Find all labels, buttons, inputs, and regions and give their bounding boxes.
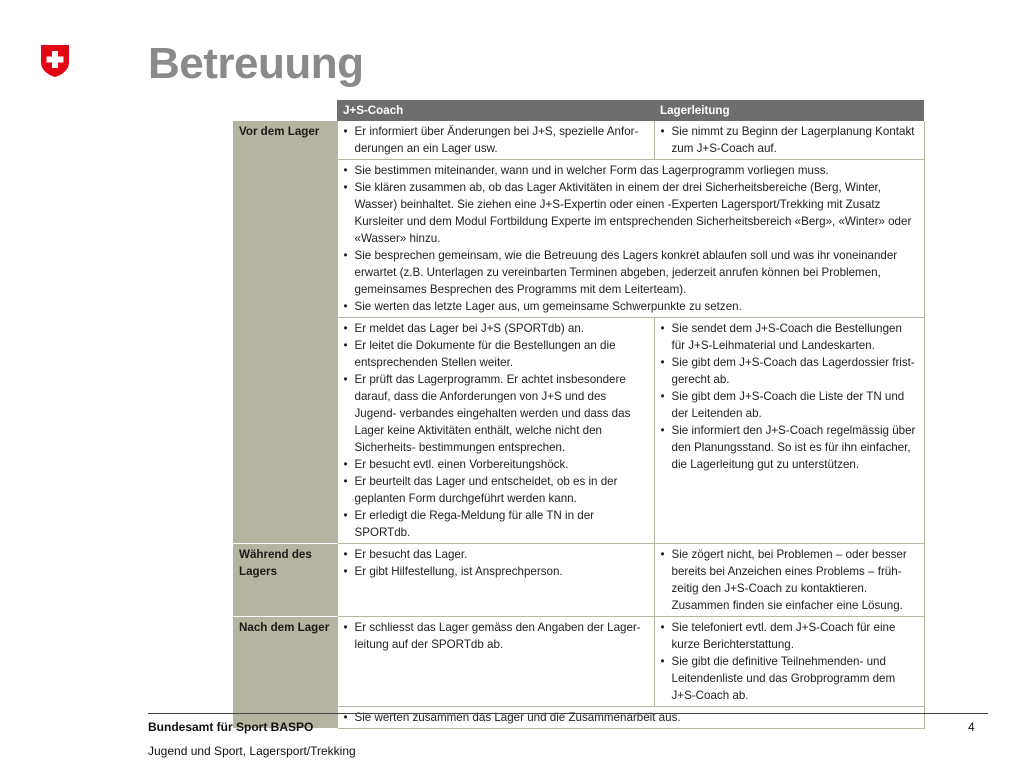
- swiss-cross-shield-icon: [40, 44, 70, 78]
- page-number: 4: [968, 720, 975, 734]
- bullet-item: • Er beurteilt das Lager und entscheidet, ob es in der geplanten Form durchgeführt werden kann.: [344, 473, 648, 507]
- bullet-item: • Er schliesst das Lager gemäss den Angaben der Lager- leitung auf der SPORTdb ab.: [344, 619, 648, 653]
- header-empty-cell: [233, 100, 337, 121]
- bullet-item: • Er meldet das Lager bei J+S (SPORTdb) an.: [344, 320, 648, 337]
- vor-leitung-cell-1: [654, 121, 924, 160]
- bullet-item: • Sie gibt dem J+S-Coach das Lagerdossier frist- gerecht ab.: [661, 354, 918, 388]
- footer-divider: [148, 713, 988, 714]
- bullet-item: • Er gibt Hilfestellung, ist Ansprechperson.: [344, 563, 648, 580]
- bullet-list: [661, 320, 918, 473]
- section-label-nach: Nach dem Lager: [233, 617, 337, 729]
- bullet-item: • Sie bestimmen miteinander, wann und in welcher Form das Lagerprogramm vorliegen muss.: [344, 162, 918, 179]
- bullet-list: [661, 619, 918, 704]
- section-label-waehrend: Während des Lagers: [233, 544, 337, 617]
- bullet-item: • Sie gibt die definitive Teilnehmenden- und Leitendenliste und das Grobprogramm dem J+S-Coach ab.: [661, 653, 918, 704]
- bullet-item: • Sie gibt dem J+S-Coach die Liste der TN und der Leitenden ab.: [661, 388, 918, 422]
- header-coach: J+S-Coach: [337, 100, 654, 121]
- vor-coach-cell-1: [337, 121, 654, 160]
- bullet-item: • Sie werten zusammen das Lager und die Zusammenarbeit aus.: [344, 709, 918, 726]
- nach-leitung-cell: [654, 617, 924, 707]
- betreuung-table: [233, 100, 925, 729]
- table-row: [233, 318, 924, 544]
- bullet-list: [661, 546, 918, 614]
- vor-coach-cell-2: [337, 318, 654, 544]
- bullet-list: [344, 709, 918, 726]
- nach-coach-cell: [337, 617, 654, 707]
- bullet-list: [661, 123, 918, 157]
- bullet-list: [344, 320, 648, 541]
- table-header-row: [233, 100, 924, 121]
- bullet-list: [344, 123, 648, 157]
- bullet-item: • Sie nimmt zu Beginn der Lagerplanung Kontakt zum J+S-Coach auf.: [661, 123, 918, 157]
- bullet-item: • Sie besprechen gemeinsam, wie die Betreuung des Lagers konkret ablaufen soll und was ihr voneinander erwartet (z.B. Unterlagen zu vereinbarten Terminen abgeben, jederzeit anrufen können bei Problemen, gemeinsames Besprechen des Programms mit dem Leiterteam).: [344, 247, 918, 298]
- bullet-list: [344, 619, 648, 653]
- bullet-item: • Er besucht evtl. einen Vorbereitungshöck.: [344, 456, 648, 473]
- table-row: [233, 121, 924, 160]
- footer-subtitle: Jugend und Sport, Lagersport/Trekking: [148, 744, 356, 758]
- bullet-item: • Sie informiert den J+S-Coach regelmässig über den Planungsstand. So ist es für ihn einfacher, die Lagerleitung gut zu unterstützen.: [661, 422, 918, 473]
- bullet-item: • Sie sendet dem J+S-Coach die Bestellungen für J+S-Leihmaterial und Landeskarten.: [661, 320, 918, 354]
- waehrend-leitung-cell: [654, 544, 924, 617]
- vor-leitung-cell-2: [654, 318, 924, 544]
- bullet-item: • Sie werten das letzte Lager aus, um gemeinsame Schwerpunkte zu setzen.: [344, 298, 918, 315]
- bullet-item: • Sie zögert nicht, bei Problemen – oder besser bereits bei Anzeichen eines Problems – früh- zeitig den J+S-Coach zu kontaktieren. Zusammen finden sie einfacher eine Lösung.: [661, 546, 918, 614]
- table-row: [233, 160, 924, 318]
- vor-shared-cell: [337, 160, 924, 318]
- slide-title: Betreuung: [148, 39, 364, 88]
- table-row: [233, 617, 924, 707]
- table-row: [233, 544, 924, 617]
- bullet-list: [344, 162, 918, 315]
- section-label-vor: Vor dem Lager: [233, 121, 337, 544]
- bullet-item: • Er erledigt die Rega-Meldung für alle TN in der SPORTdb.: [344, 507, 648, 541]
- footer-organization: Bundesamt für Sport BASPO: [148, 720, 314, 734]
- table-row: [233, 707, 924, 729]
- bullet-item: • Er leitet die Dokumente für die Bestellungen an die entsprechenden Stellen weiter.: [344, 337, 648, 371]
- bullet-item: • Sie telefoniert evtl. dem J+S-Coach für eine kurze Berichterstattung.: [661, 619, 918, 653]
- header-lagerleitung: Lagerleitung: [654, 100, 924, 121]
- bullet-item: • Er informiert über Änderungen bei J+S, spezielle Anfor- derungen an ein Lager usw.: [344, 123, 648, 157]
- nach-shared-cell: [337, 707, 924, 729]
- bullet-list: [344, 546, 648, 580]
- waehrend-coach-cell: [337, 544, 654, 617]
- bullet-item: • Er besucht das Lager.: [344, 546, 648, 563]
- bullet-item: • Sie klären zusammen ab, ob das Lager Aktivitäten in einem der drei Sicherheitsbereiche (Berg, Winter, Wasser) beinhaltet. Sie ziehen eine J+S-Expertin oder einen -Experten Lagersport/Trekking mit Zusatz Kursleiter und dem Modul Fortbildung Experte im entsprechenden Sicherheitsbereich «Berg», «Winter» oder «Wasser» hinzu.: [344, 179, 918, 247]
- bullet-item: • Er prüft das Lagerprogramm. Er achtet insbesondere darauf, dass die Anforderungen von J+S und des Jugend- verbandes eingehalten werden und dass das Lager keine Aktivitäten enthält, welche nicht den Sicherheits- bestimmungen entsprechen.: [344, 371, 648, 456]
